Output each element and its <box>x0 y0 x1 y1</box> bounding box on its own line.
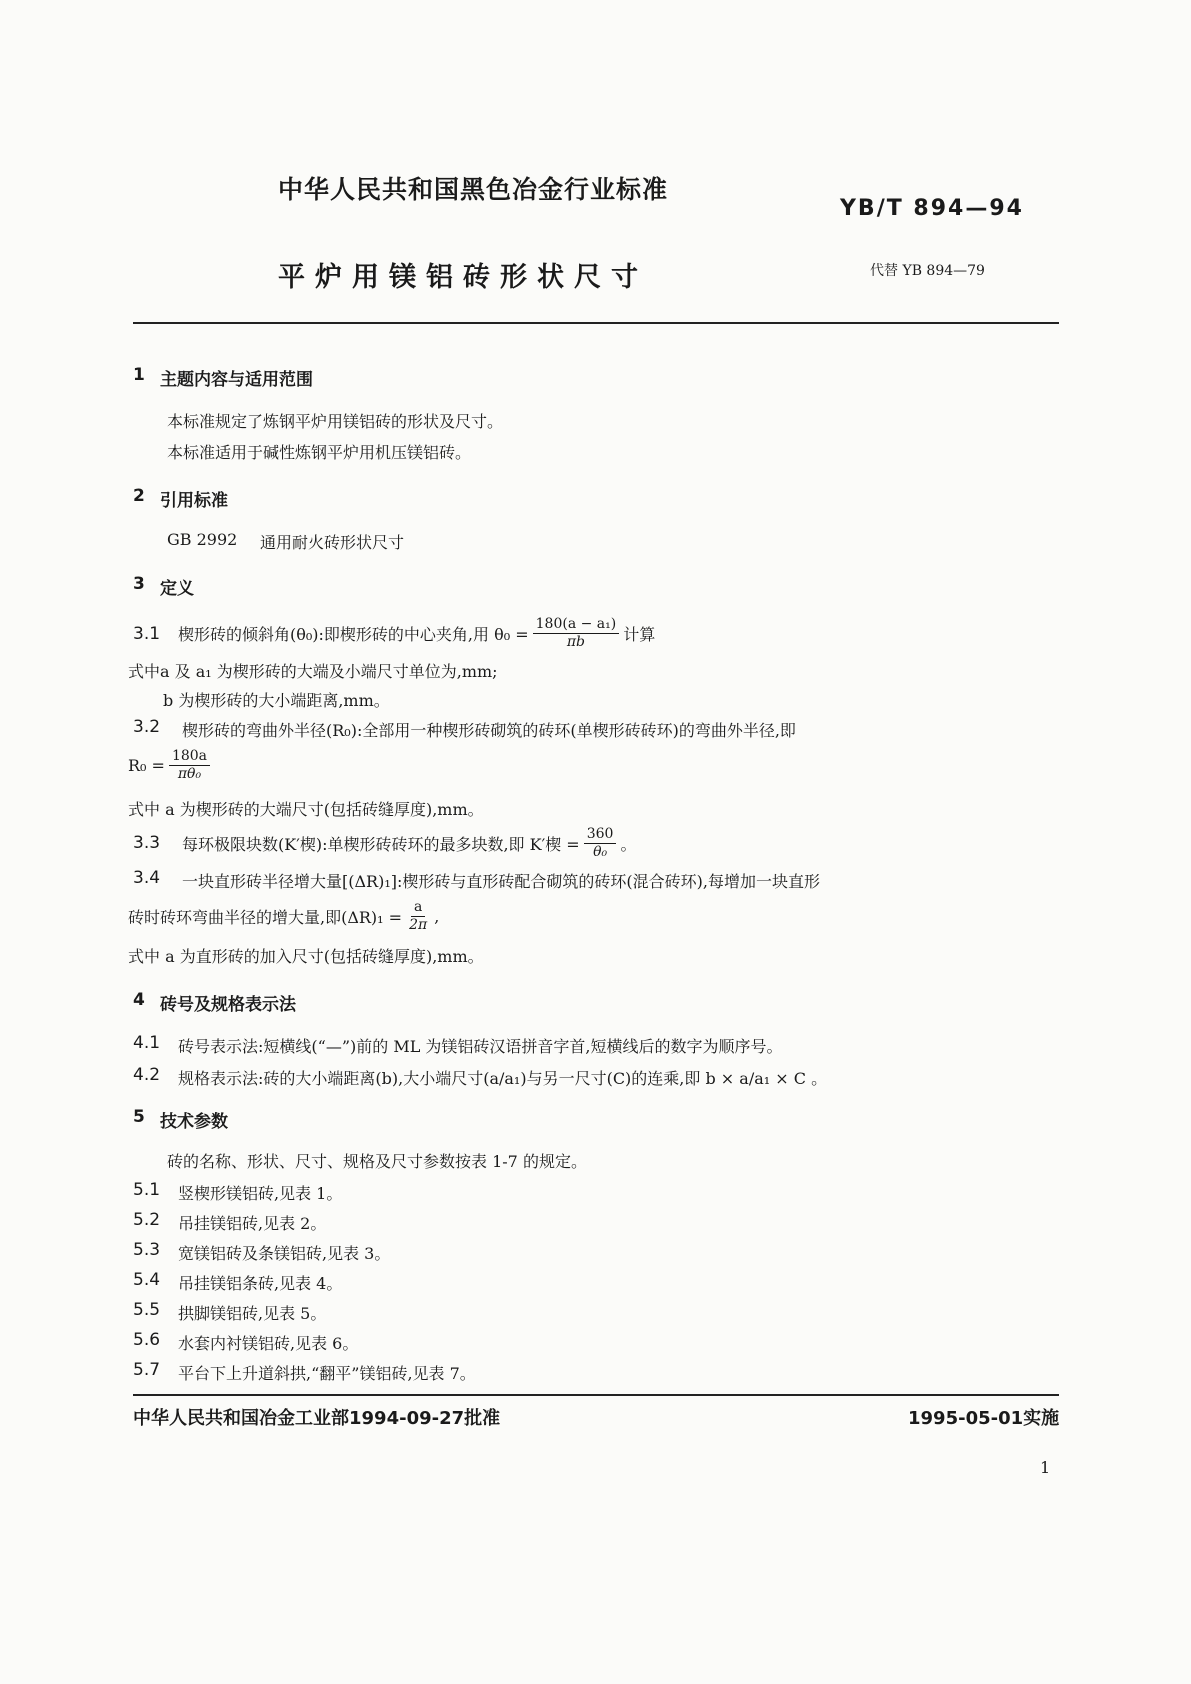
def-3-1-line <box>178 610 655 656</box>
section-2-number: 2 <box>133 486 145 506</box>
def-3-3-number: 3.3 <box>133 833 161 853</box>
section-4-number: 4 <box>133 990 145 1010</box>
section-1-para-2: 本标准适用于碱性炼钢平炉用机压镁铝砖。 <box>167 443 472 462</box>
item-5-4-number: 5.4 <box>133 1270 161 1290</box>
def-3-4-number: 3.4 <box>133 868 161 888</box>
item-5-2-number: 5.2 <box>133 1210 161 1230</box>
item-5-5-text: 拱脚镁铝砖,见表 5。 <box>178 1304 327 1323</box>
approval-note: 中华人民共和国冶金工业部1994-09-27批准 <box>133 1408 501 1429</box>
page-number: 1 <box>1040 1458 1051 1477</box>
def-3-1-fraction <box>533 616 620 649</box>
item-5-3-text: 宽镁铝砖及条镁铝砖,见表 3。 <box>178 1244 391 1263</box>
item-4-2-number: 4.2 <box>133 1065 161 1085</box>
def-3-2-numerator: 180a <box>169 748 210 765</box>
item-5-7-text: 平台下上升道斜拱,“翻平”镁铝砖,见表 7。 <box>178 1364 476 1383</box>
def-3-2-text: 楔形砖的弯曲外半径(R₀):全部用一种楔形砖砌筑的砖环(单楔形砖砖环)的弯曲外半径,即 <box>182 721 796 740</box>
def-3-4-line-2 <box>128 893 439 939</box>
item-5-6-number: 5.6 <box>133 1330 161 1350</box>
header-rule <box>133 322 1059 324</box>
org-name: 中华人民共和国黑色冶金行业标准 <box>278 175 669 204</box>
def-3-1-number: 3.1 <box>133 624 161 644</box>
section-2-title: 引用标准 <box>160 491 228 511</box>
def-3-1-denominator: πb <box>566 633 586 650</box>
section-5-number: 5 <box>133 1107 145 1127</box>
def-3-2-denominator: πθ₀ <box>177 765 202 782</box>
item-5-1-text: 竖楔形镁铝砖,见表 1。 <box>178 1184 343 1203</box>
def-3-1-tail: 计算 <box>623 624 656 644</box>
item-5-3-number: 5.3 <box>133 1240 161 1260</box>
item-4-1-text: 砖号表示法:短横线(“—”)前的 ML 为镁铝砖汉语拼音字首,短横线后的数字为顺序号。 <box>178 1037 783 1056</box>
item-5-2-text: 吊挂镁铝砖,见表 2。 <box>178 1214 327 1233</box>
def-3-2-lhs: R₀ = <box>128 755 165 775</box>
section-3-number: 3 <box>133 574 145 594</box>
section-1-number: 1 <box>133 365 145 385</box>
item-4-1-number: 4.1 <box>133 1033 161 1053</box>
item-5-4-text: 吊挂镁铝条砖,见表 4。 <box>178 1274 343 1293</box>
def-3-3-fraction <box>584 826 617 859</box>
def-3-4-numerator: a <box>411 899 425 916</box>
def-3-1-where-1: 式中a 及 a₁ 为楔形砖的大端及小端尺寸单位为,mm; <box>128 662 498 681</box>
item-5-1-number: 5.1 <box>133 1180 161 1200</box>
item-5-7-number: 5.7 <box>133 1360 161 1380</box>
def-3-3-line <box>182 820 636 866</box>
replaces-note: 代替 YB 894—79 <box>870 263 985 279</box>
item-5-5-number: 5.5 <box>133 1300 161 1320</box>
def-3-2-number: 3.2 <box>133 717 161 737</box>
section-3-title: 定义 <box>160 579 194 599</box>
def-3-4-denominator: 2π <box>409 916 428 933</box>
footer-rule <box>133 1394 1059 1396</box>
def-3-4-fraction <box>406 899 430 932</box>
def-3-3-text: 每环极限块数(K′楔):单楔形砖砖环的最多块数,即 K′楔 = <box>182 834 580 854</box>
def-3-3-tail: 。 <box>620 834 637 854</box>
standard-code: YB/T 894—94 <box>840 196 1024 221</box>
def-3-2-where: 式中 a 为楔形砖的大端尺寸(包括砖缝厚度),mm。 <box>128 800 484 819</box>
def-3-4-text-2: 砖时砖环弯曲半径的增大量,即(ΔR)₁ = <box>128 907 403 927</box>
page-title: 平炉用镁铝砖形状尺寸 <box>278 262 648 293</box>
section-5-intro: 砖的名称、形状、尺寸、规格及尺寸参数按表 1-7 的规定。 <box>167 1152 587 1171</box>
def-3-2-fraction <box>169 748 210 781</box>
section-5-title: 技术参数 <box>160 1112 228 1132</box>
section-1-title: 主题内容与适用范围 <box>160 370 313 390</box>
item-4-2-text: 规格表示法:砖的大小端距离(b),大小端尺寸(a/a₁)与另一尺寸(C)的连乘,即 b × a/a₁ × C 。 <box>178 1069 828 1088</box>
def-3-1-numerator: 180(a − a₁) <box>533 616 620 633</box>
section-4-title: 砖号及规格表示法 <box>160 995 296 1015</box>
def-3-1-where-2: b 为楔形砖的大小端距离,mm。 <box>163 691 390 710</box>
section-1-para-1: 本标准规定了炼钢平炉用镁铝砖的形状及尺寸。 <box>167 412 504 431</box>
item-5-6-text: 水套内衬镁铝砖,见表 6。 <box>178 1334 359 1353</box>
def-3-4-text: 一块直形砖半径增大量[(ΔR)₁]:楔形砖与直形砖配合砌筑的砖环(混合砖环),每增加一块直形 <box>182 872 820 891</box>
def-3-3-denominator: θ₀ <box>593 843 608 860</box>
def-3-1-text: 楔形砖的倾斜角(θ₀):即楔形砖的中心夹角,用 θ₀ = <box>178 624 529 644</box>
def-3-2-formula <box>128 742 214 788</box>
def-3-4-where: 式中 a 为直形砖的加入尺寸(包括砖缝厚度),mm。 <box>128 947 484 966</box>
def-3-4-tail: , <box>434 906 440 926</box>
reference-code: GB 2992 <box>167 530 238 549</box>
reference-name: 通用耐火砖形状尺寸 <box>260 533 405 552</box>
def-3-3-numerator: 360 <box>584 826 617 843</box>
effective-date: 1995-05-01实施 <box>908 1408 1060 1429</box>
